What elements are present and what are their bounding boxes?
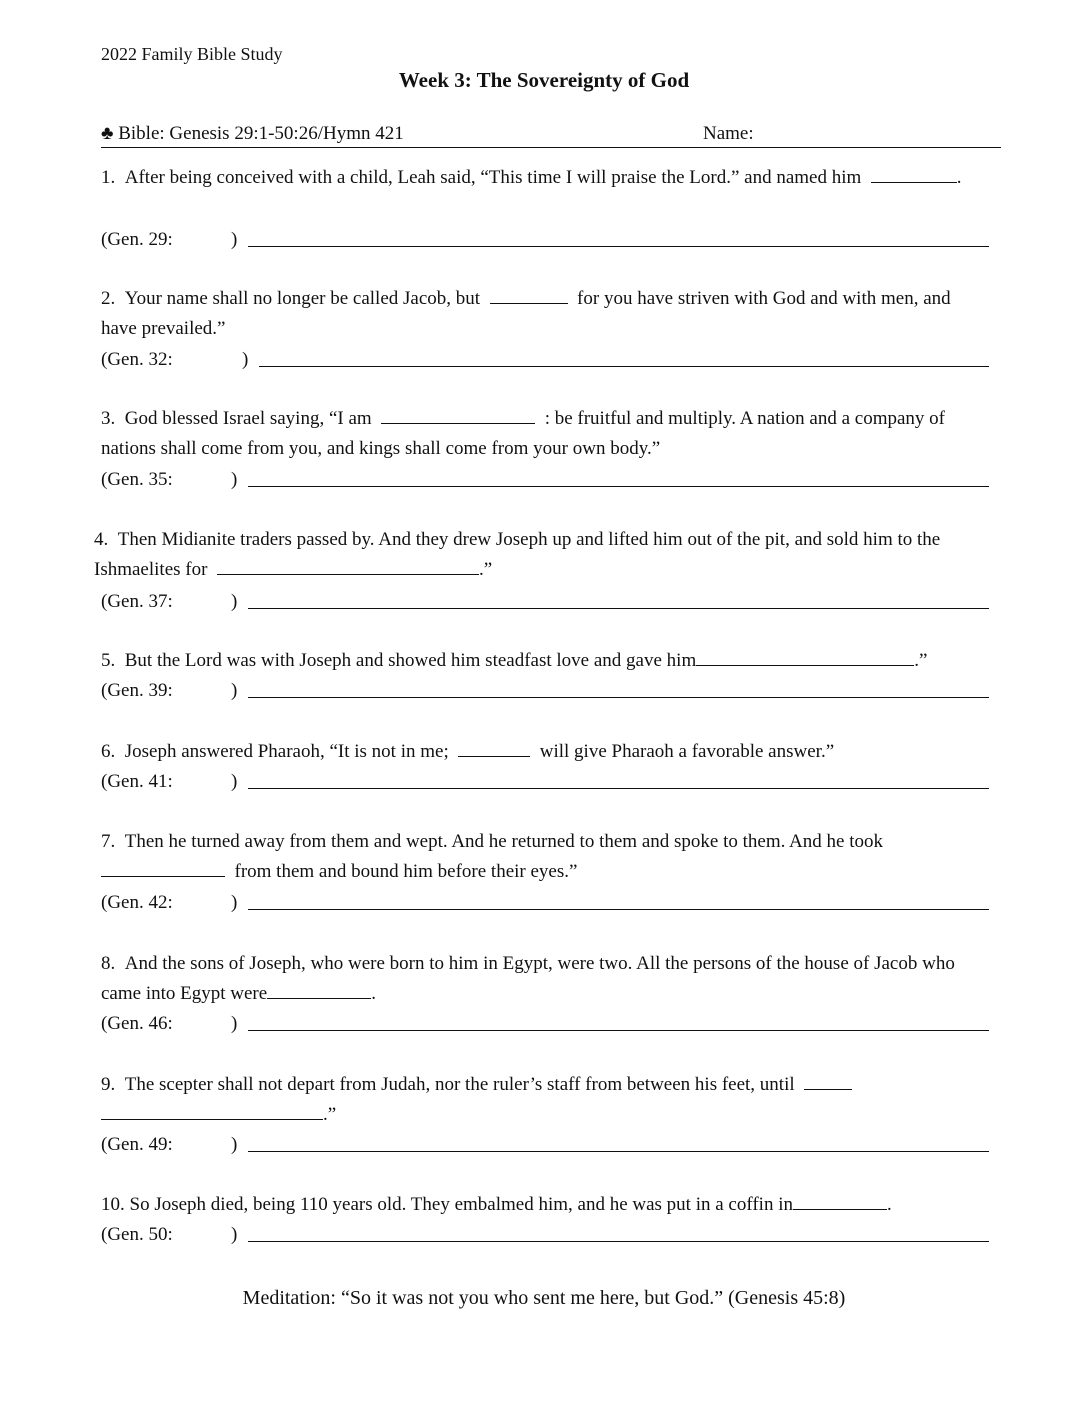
reference-row-3 bbox=[101, 465, 991, 495]
verse-answer-line[interactable] bbox=[248, 697, 989, 698]
worksheet-header bbox=[101, 121, 1001, 148]
question-5 bbox=[101, 646, 991, 676]
verse-answer-line[interactable] bbox=[248, 1030, 989, 1031]
question-text-end: will give Pharaoh a favorable answer.” bbox=[539, 741, 835, 762]
reference-close: ) bbox=[231, 229, 238, 250]
verse-answer-line[interactable] bbox=[259, 366, 989, 367]
verse-answer-line[interactable] bbox=[248, 486, 989, 487]
question-text: God blessed Israel saying, “I am bbox=[124, 408, 372, 429]
series-title: 2022 Family Bible Study bbox=[101, 44, 283, 64]
reference-row-4 bbox=[101, 587, 991, 617]
reference-label: (Gen. 29: bbox=[101, 229, 173, 250]
question-number: 5. bbox=[101, 650, 116, 671]
answer-blank[interactable] bbox=[696, 647, 914, 666]
verse-answer-line[interactable] bbox=[248, 788, 989, 789]
question-text: And the sons of Joseph, who were born to him in Egypt, were two. All the persons of the house of Jacob who came into Egypt were bbox=[101, 953, 955, 1004]
question-text-end: for you have striven with God and with men, and have prevailed.” bbox=[101, 288, 951, 339]
question-number: 2. bbox=[101, 288, 116, 309]
reference-close: ) bbox=[231, 771, 238, 792]
answer-blank-continued[interactable] bbox=[101, 1101, 323, 1120]
reference-close: ) bbox=[231, 1134, 238, 1155]
reference-row-5 bbox=[101, 676, 991, 706]
question-2 bbox=[101, 284, 991, 344]
reference-label: (Gen. 32: bbox=[101, 349, 173, 370]
question-text: Then Midianite traders passed by. And they drew Joseph up and lifted him out of the pit, and sold him to the Ishmaelites for bbox=[94, 529, 941, 580]
answer-blank[interactable] bbox=[101, 858, 225, 877]
answer-blank[interactable] bbox=[267, 980, 371, 999]
question-number: 3. bbox=[101, 408, 116, 429]
question-1 bbox=[101, 163, 991, 193]
reference-label: (Gen. 37: bbox=[101, 591, 173, 612]
question-3 bbox=[101, 404, 991, 464]
reference-label: (Gen. 41: bbox=[101, 771, 173, 792]
reference-close: ) bbox=[231, 892, 238, 913]
reference-row-1 bbox=[101, 225, 991, 255]
question-number: 1. bbox=[101, 167, 116, 188]
verse-answer-line[interactable] bbox=[248, 1241, 989, 1242]
verse-answer-line[interactable] bbox=[248, 909, 989, 910]
answer-blank[interactable] bbox=[217, 556, 479, 575]
question-text-end: .” bbox=[478, 559, 493, 580]
question-text: But the Lord was with Joseph and showed him steadfast love and gave him bbox=[124, 650, 697, 671]
verse-answer-line[interactable] bbox=[248, 1151, 989, 1152]
meditation-verse: Meditation: “So it was not you who sent me here, but God.” (Genesis 45:8) bbox=[242, 1287, 846, 1309]
answer-blank[interactable] bbox=[793, 1191, 887, 1210]
question-number: 4. bbox=[94, 529, 109, 550]
verse-answer-line[interactable] bbox=[248, 608, 989, 609]
question-text: Then he turned away from them and wept. And he returned to them and spoke to them. And he took bbox=[124, 831, 883, 852]
question-number: 9. bbox=[101, 1074, 116, 1095]
question-text: After being conceived with a child, Leah said, “This time I will praise the Lord.” and named him bbox=[124, 167, 862, 188]
question-number: 8. bbox=[101, 953, 116, 974]
reference-row-2 bbox=[101, 345, 991, 375]
question-text-end: . bbox=[886, 1194, 892, 1215]
reference-row-9 bbox=[101, 1130, 991, 1160]
reference-label: (Gen. 42: bbox=[101, 892, 173, 913]
name-label: Name: bbox=[703, 123, 754, 144]
reference-close: ) bbox=[231, 469, 238, 490]
question-number: 6. bbox=[101, 741, 116, 762]
reference-label: (Gen. 46: bbox=[101, 1013, 173, 1034]
answer-blank[interactable] bbox=[490, 285, 568, 304]
question-text-end: . bbox=[956, 167, 962, 188]
reference-close: ) bbox=[231, 1013, 238, 1034]
reference-label: (Gen. 50: bbox=[101, 1224, 173, 1245]
question-text-end: : be fruitful and multiply. A nation and a company of nations shall come from you, and kings shall come from your own body.” bbox=[101, 408, 946, 459]
question-text-end: from them and bound him before their eyes.” bbox=[234, 861, 578, 882]
answer-blank[interactable] bbox=[804, 1071, 852, 1090]
question-text: The scepter shall not depart from Judah, nor the ruler’s staff from between his feet, until bbox=[124, 1074, 795, 1095]
reference-label: (Gen. 35: bbox=[101, 469, 173, 490]
question-6 bbox=[101, 737, 991, 767]
reference-label: (Gen. 49: bbox=[101, 1134, 173, 1155]
question-9 bbox=[101, 1070, 991, 1130]
reference-row-10 bbox=[101, 1220, 991, 1250]
verse-answer-line[interactable] bbox=[248, 246, 989, 247]
question-8 bbox=[101, 949, 991, 1009]
reference-label: (Gen. 39: bbox=[101, 680, 173, 701]
question-text-end: .” bbox=[323, 1104, 337, 1125]
question-10 bbox=[101, 1190, 991, 1220]
question-text: Your name shall no longer be called Jacob, but bbox=[124, 288, 481, 309]
answer-blank[interactable] bbox=[871, 164, 957, 183]
question-text-end: . bbox=[371, 983, 376, 1004]
page-title: Week 3: The Sovereignty of God bbox=[398, 68, 690, 92]
reference-close: ) bbox=[231, 680, 238, 701]
question-text: Joseph answered Pharaoh, “It is not in me; bbox=[124, 741, 449, 762]
reference-close: ) bbox=[231, 591, 238, 612]
question-text-end: .” bbox=[914, 650, 928, 671]
reference-row-6 bbox=[101, 767, 991, 797]
answer-blank[interactable] bbox=[381, 405, 535, 424]
question-number: 10. bbox=[101, 1194, 125, 1215]
answer-blank[interactable] bbox=[458, 738, 530, 757]
reference-row-8 bbox=[101, 1009, 991, 1039]
question-4 bbox=[94, 525, 991, 585]
question-7 bbox=[101, 827, 991, 887]
reference-close: ) bbox=[231, 1224, 238, 1245]
reference-row-7 bbox=[101, 888, 991, 918]
question-text: So Joseph died, being 110 years old. They embalmed him, and he was put in a coffin in bbox=[129, 1194, 793, 1215]
reference-close: ) bbox=[242, 349, 249, 370]
bible-reference: ♣ Bible: Genesis 29:1-50:26/Hymn 421 bbox=[101, 123, 404, 144]
question-number: 7. bbox=[101, 831, 116, 852]
